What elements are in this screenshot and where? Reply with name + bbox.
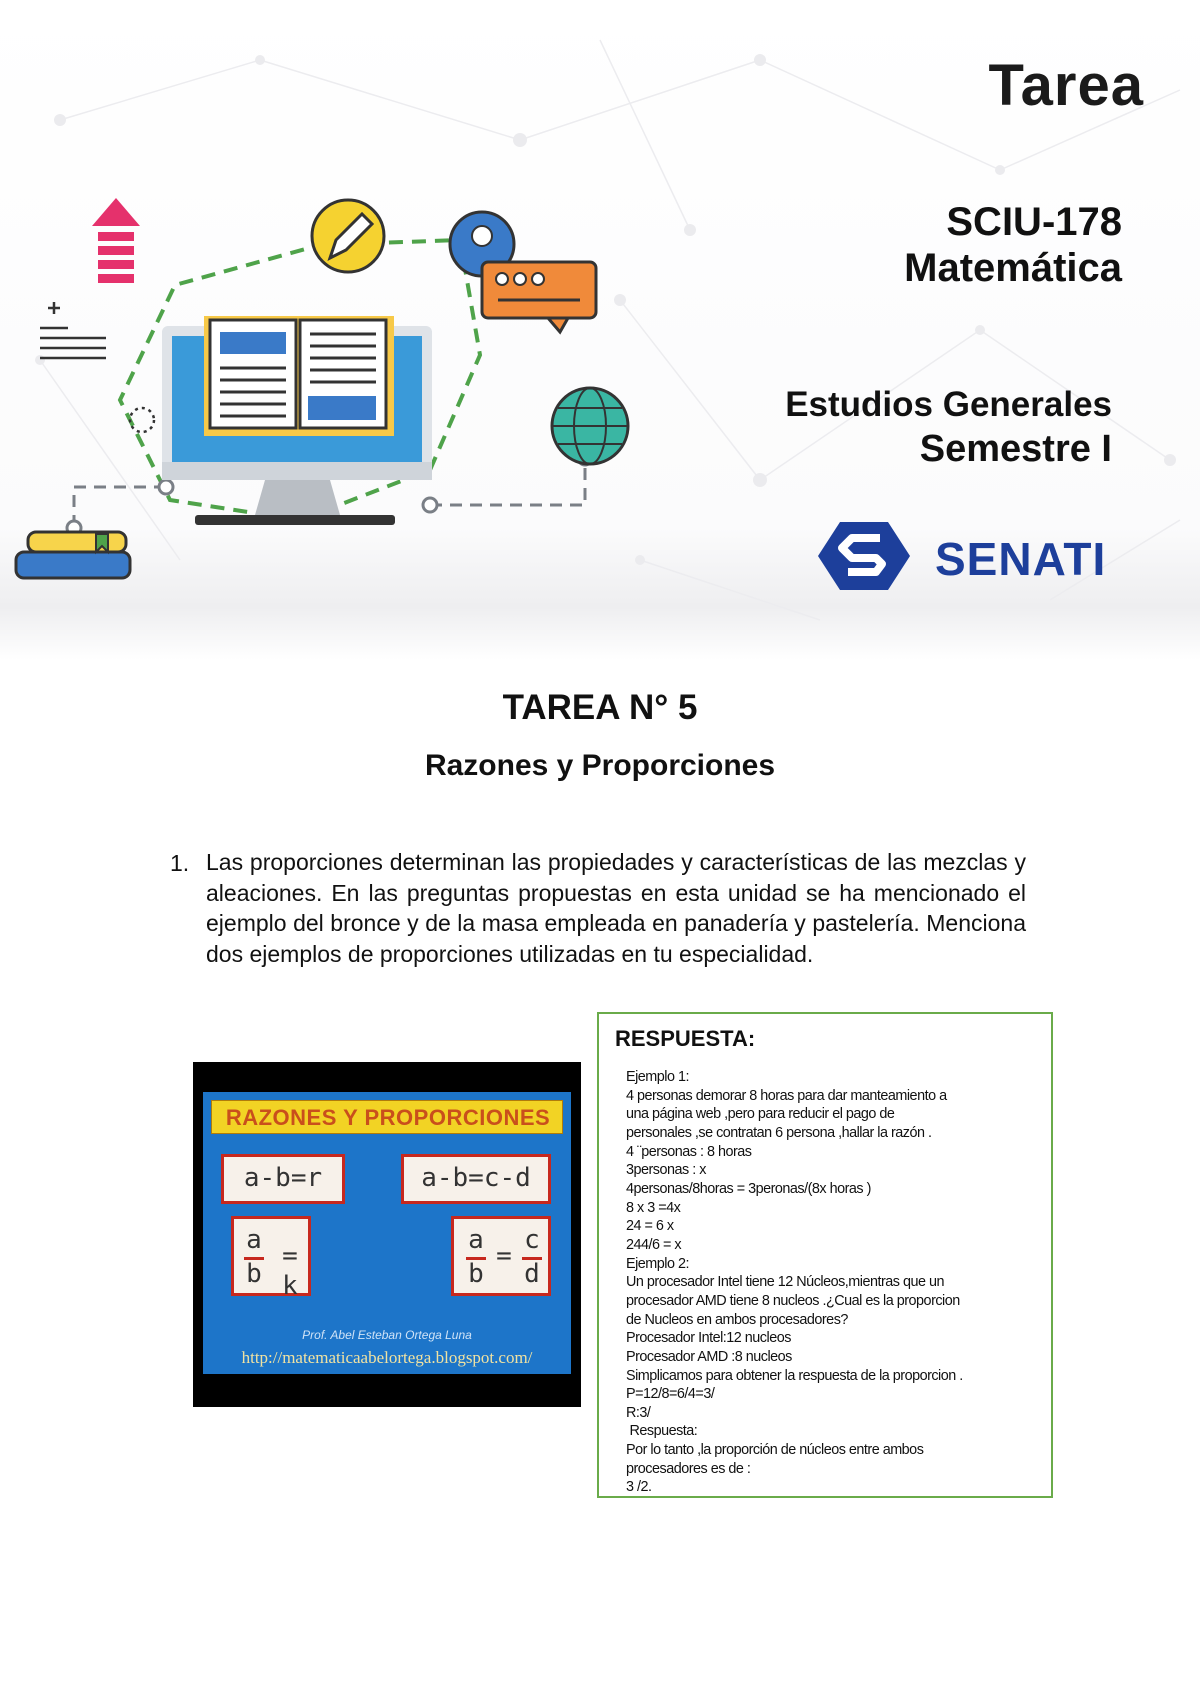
formula-box-2 [401, 1154, 551, 1204]
course-code: SCIU-178 [946, 200, 1122, 244]
course-name: Matemática [904, 246, 1122, 290]
answer-line: Respuesta: [626, 1423, 698, 1440]
answer-box [597, 1012, 1053, 1498]
formula-1: a-b=r [243, 1163, 323, 1193]
semester-label: Semestre I [919, 428, 1112, 470]
ratios-banner-text: RAZONES Y PROPORCIONES [225, 1105, 551, 1130]
answer-line: procesador AMD tiene 8 nucleos .¿Cual es la proporcion [626, 1292, 960, 1309]
question-number: 1. [170, 850, 190, 876]
answer-line: 4personas/8horas = 3peronas/(8x horas ) [626, 1180, 871, 1197]
formula-box-3 [231, 1216, 311, 1301]
formula-4-equals: = [496, 1241, 512, 1271]
assignment-subtitle: Razones y Proporciones [424, 749, 776, 782]
formula-3-rhs: = k [282, 1241, 298, 1301]
cover-header [0, 0, 1200, 660]
answer-line: 24 = 6 x [626, 1218, 674, 1235]
formula-4-left-denominator: b [468, 1259, 484, 1289]
answer-line: 3personas : x [626, 1162, 706, 1179]
document-type: Tarea [988, 53, 1144, 118]
question-text: Las proporciones determinan las propiedades y características de las mezclas y aleaciones. En las preguntas propuestas en esta unidad se ha mencionado el ejemplo del bronce y de la masa empleada en panadería y pastelería. Menciona dos ejemplos de proporciones utilizadas en tu especialidad. [206, 849, 1026, 967]
answer-line: 3 /2. [626, 1479, 652, 1496]
senati-logo-icon [818, 520, 910, 592]
answer-line: Ejemplo 2: [626, 1255, 689, 1272]
ratios-image-panel [203, 1092, 571, 1374]
formula-3-denominator: b [246, 1259, 262, 1289]
formula-4-right-numerator: c [524, 1225, 540, 1255]
formula-3-numerator: a [246, 1225, 262, 1255]
formula-box-4 [451, 1216, 551, 1296]
ratios-image [193, 1062, 581, 1407]
answer-lines [626, 1068, 1046, 1497]
formula-box-1 [221, 1154, 345, 1204]
ratios-banner [211, 1100, 563, 1134]
formula-2: a-b=c-d [421, 1163, 531, 1193]
answer-line: 4 personas demorar 8 horas para dar manteamiento a [626, 1087, 947, 1104]
answer-line: 8 x 3 =4x [626, 1199, 681, 1216]
answer-line: Por lo tanto ,la proporción de núcleos entre ambos [626, 1442, 924, 1459]
answer-line: Procesador Intel:12 nucleos [626, 1330, 791, 1347]
formula-4-right-denominator: d [524, 1259, 540, 1289]
answer-line: 4 ¨personas : 8 horas [626, 1143, 752, 1160]
program-name: Estudios Generales [785, 385, 1112, 424]
institution-name: SENATI [935, 533, 1107, 585]
image-author: Prof. Abel Esteban Ortega Luna [302, 1328, 472, 1342]
answer-line: Procesador AMD :8 nucleos [626, 1348, 792, 1365]
answer-line: Ejemplo 1: [626, 1069, 689, 1085]
answer-line: 244/6 = x [626, 1236, 682, 1253]
answer-line: Un procesador Intel tiene 12 Núcleos,mientras que un [626, 1274, 944, 1291]
answer-line: personales ,se contratan 6 persona ,hallar la razón . [626, 1124, 932, 1141]
answer-title: RESPUESTA: [615, 1026, 756, 1051]
answer-line: una página web ,pero para reducir el pago de [626, 1106, 895, 1123]
answer-line: R:3/ [626, 1404, 651, 1421]
answer-line: procesadores es de : [626, 1460, 751, 1477]
answer-line: P=12/8=6/4=3/ [626, 1386, 715, 1403]
formula-4-left-numerator: a [468, 1225, 484, 1255]
assignment-title: TAREA N° 5 [502, 688, 698, 727]
answer-line: Simplicamos para obtener la respuesta de la proporcion . [626, 1367, 963, 1384]
image-url: http://matematicaabelortega.blogspot.com/ [241, 1348, 533, 1367]
answer-line: de Nucleos en ambos procesadores? [626, 1311, 848, 1328]
